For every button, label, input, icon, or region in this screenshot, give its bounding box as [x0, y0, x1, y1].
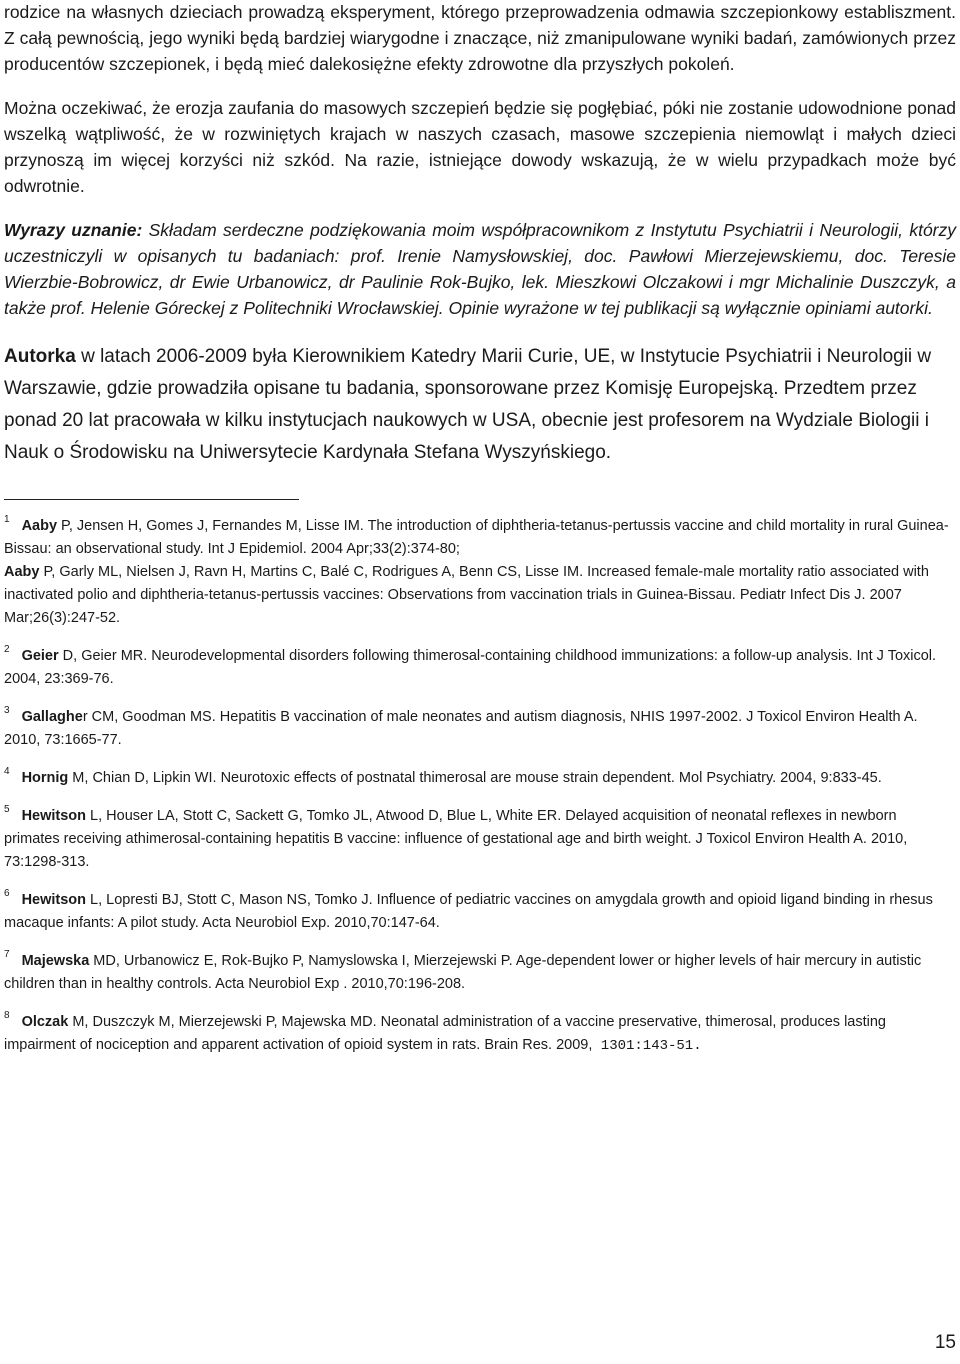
footnote-entry — [4, 889, 956, 935]
footnote-lead-author: Aaby — [4, 564, 40, 580]
page-number: 15 — [934, 1332, 956, 1353]
author-bio-paragraph — [4, 341, 956, 469]
footnote-entry — [4, 805, 956, 874]
footnote-entry — [4, 515, 956, 561]
footnote-number: 6 — [4, 888, 10, 899]
footnote-5 — [4, 805, 956, 874]
author-bio-body: w latach 2006-2009 była Kierownikiem Katedry Marii Curie, UE, w Instytucie Psychiatrii i Neurologii w Warszawie, gdzie prowadziła opisane tu badania, sponsorowane przez Komisję Europejską. Przedtem przez ponad 20 lat pracowała w kilku instytucjach naukowych w USA, obecnie jest profesorem na Wydziale Biologii i Nauk o Środowisku na Uniwersytecie Kardynała Stefana Wyszyńskiego. — [4, 346, 932, 463]
footnote-citation-text: L, Lopresti BJ, Stott C, Mason NS, Tomko J. Influence of pediatric vaccines on amygdala growth and opioid ligand binding in rhesus macaque infants: A pilot study. Acta Neurobiol Exp. 2010,70:147-64. — [4, 892, 933, 931]
intro-paragraph: rodzice na własnych dzieciach prowadzą eksperyment, którego przeprowadzenia odmawia szczepionkowy establiszment. Z całą pewnością, jego wyniki będą bardziej wiarygodne i znaczące, niż zmanipulowane wyniki badań, zamówionych przez producentów szczepionek, i będą mieć dalekosiężne efekty zdrowotne dla przyszłych pokoleń. — [4, 2, 956, 74]
footnote-citation-text: P, Jensen H, Gomes J, Fernandes M, Lisse IM. The introduction of diphtheria-tetanus-pertussis vaccine and child mortality in rural Guinea-Bissau: an observational study. Int J Epidemiol. 2004 Apr;33(2):374-80; — [4, 518, 949, 557]
document-page — [4, 0, 956, 1073]
footnote-citation-text: D, Geier MR. Neurodevelopmental disorders following thimerosal-containing childhood immunizations: a follow-up analysis. Int J Toxicol. 2004, 23:369-76. — [4, 648, 937, 687]
footnote-number: 2 — [4, 644, 10, 655]
footnote-citation-text: L, Houser LA, Stott C, Sackett G, Tomko JL, Atwood D, Blue L, White ER. Delayed acquisition of neonatal reflexes in newborn primates receiving athimerosal-containing hepatitis B vaccine: influence of gestational age and birth weight. J Toxicol Environ Health A. 2010, 73:1298-313. — [4, 808, 908, 870]
footnote-number: 7 — [4, 949, 10, 960]
footnote-lead-author: Majewska — [21, 953, 90, 969]
footnote-citation-text: M, Chian D, Lipkin WI. Neurotoxic effects of postnatal thimerosal are mouse strain dependent. Mol Psychiatry. 2004, 9:833-45. — [68, 770, 882, 786]
footnote-entry — [4, 561, 956, 630]
acknowledgements-body: Składam serdeczne podziękowania moim współpracownikom z Instytutu Psychiatrii i Neurologii, którzy uczestniczyli w opisanych tu badaniach: prof. Irenie Namysłowskiej, doc. Pawłowi Mierzejewskiemu, doc. Teresie Wierzbie-Bobrowicz, dr Ewie Urbanowicz, dr Paulinie Rok-Bujko, lek. Mieszkowi Olczakowi i mgr Michalinie Duszczyk, a także prof. Helenie Góreckej z Politechniki Wrocławskiej. Opinie wyrażone w tej publikacji są wyłącznie opiniami autorki. — [4, 220, 957, 318]
footnotes-list — [4, 515, 956, 1058]
acknowledgements-paragraph — [4, 217, 956, 321]
footnote-pages: 1301:143-51. — [592, 1038, 702, 1054]
footnote-number: 5 — [4, 804, 10, 815]
footnote-8 — [4, 1011, 956, 1058]
footnote-entry — [4, 645, 956, 691]
footnote-citation-text: MD, Urbanowicz E, Rok-Bujko P, Namyslowska I, Mierzejewski P. Age-dependent lower or higher levels of hair mercury in autistic children than in healthy controls. Acta Neurobiol Exp . 2010,70:196-208. — [4, 953, 922, 992]
footnote-3 — [4, 706, 956, 752]
footnote-4 — [4, 767, 956, 790]
vaccination-trust-paragraph: Można oczekiwać, że erozja zaufania do masowych szczepień będzie się pogłębiać, póki nie zostanie udowodnione ponad wszelką wątpliwość, że w rozwiniętych krajach w naszych czasach, masowe szczepienia niemowląt i małych dzieci przynoszą im więcej korzyści niż szkód. Na razie, istniejące dowody wskazują, że w wielu przypadkach może być odwrotnie. — [4, 98, 956, 196]
footnote-lead-author: Hewitson — [21, 892, 87, 908]
acknowledgements-heading: Wyrazy uznanie: — [4, 220, 143, 240]
footnote-lead-author: Olczak — [21, 1014, 69, 1030]
footnote-entry — [4, 767, 956, 790]
footnote-lead-author: Aaby — [21, 518, 58, 534]
footnote-citation-text: M, Duszczyk M, Mierzejewski P, Majewska MD. Neonatal administration of a vaccine preservative, thimerosal, produces lasting impairment of nociception and apparent activation of opioid system in rats. Brain Res. 2009, — [4, 1014, 886, 1053]
footnote-entry — [4, 1011, 956, 1058]
footnote-number: 1 — [4, 514, 10, 525]
footnote-citation-text: P, Garly ML, Nielsen J, Ravn H, Martins C, Balé C, Rodrigues A, Benn CS, Lisse IM. Increased female-male mortality ratio associated with inactivated polio and diphtheria-tetanus-pertussis vaccines: Observations from vaccination trials in Guinea-Bissau. Pediatr Infect Dis J. 2007 Mar;26(3):247-52. — [4, 564, 929, 626]
footnote-lead-author: Gallaghe — [21, 709, 83, 725]
footnote-entry — [4, 950, 956, 996]
footnote-entry — [4, 706, 956, 752]
footnote-lead-author: Hewitson — [21, 808, 87, 824]
footnote-7 — [4, 950, 956, 996]
footnote-1 — [4, 515, 956, 630]
footnote-2 — [4, 645, 956, 691]
footnote-number: 3 — [4, 705, 10, 716]
footnote-number: 8 — [4, 1010, 10, 1021]
footnote-lead-author: Geier — [21, 648, 59, 664]
footnote-lead-author: Hornig — [21, 770, 69, 786]
footnote-separator — [4, 499, 299, 500]
footnote-citation-text: r CM, Goodman MS. Hepatitis B vaccination of male neonates and autism diagnosis, NHIS 1997-2002. J Toxicol Environ Health A. 2010, 73:1665-77. — [4, 709, 918, 748]
footnote-6 — [4, 889, 956, 935]
author-bio-heading: Autorka — [4, 346, 76, 367]
footnote-number: 4 — [4, 766, 10, 777]
